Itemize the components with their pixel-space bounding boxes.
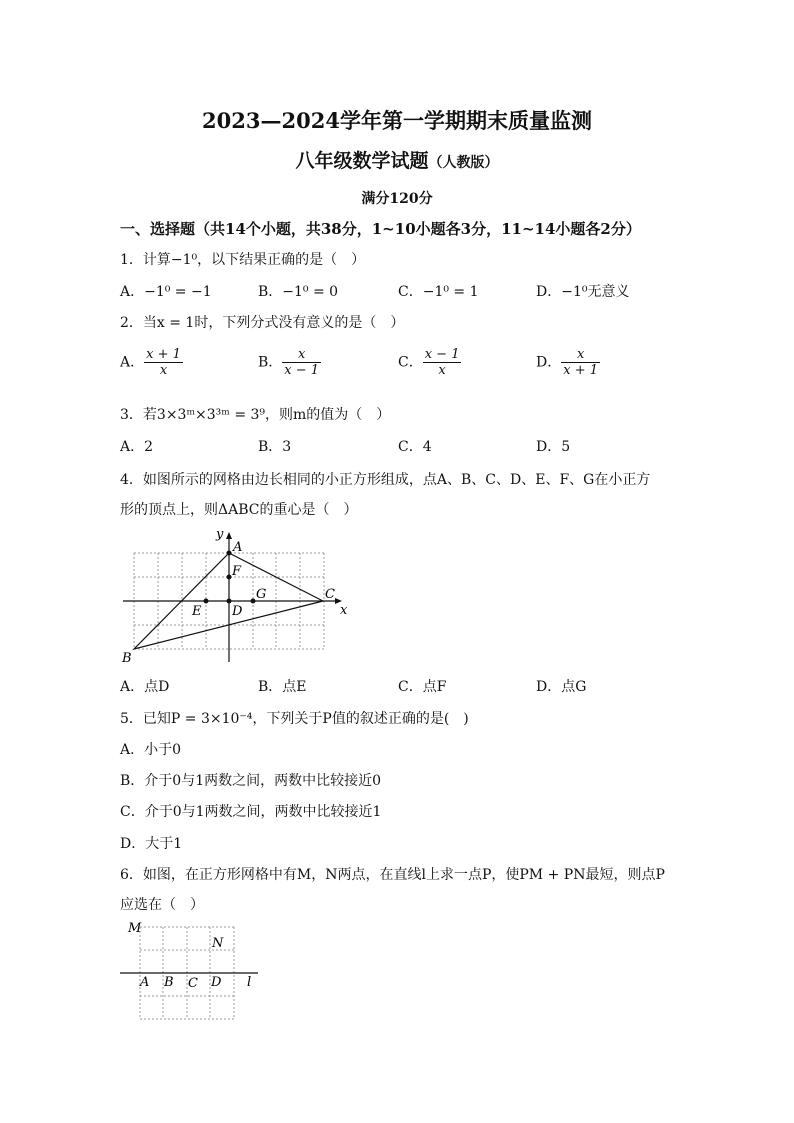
q2-option-d: D． $\frac{x}{x + 1}$: [536, 347, 598, 378]
q5-option-c: C．介于0与1两数之间，两数中比较接近1: [120, 804, 382, 820]
q4-label-g: G: [256, 587, 267, 602]
q1-option-d: D．−1⁰无意义: [536, 284, 630, 300]
q3-option-a: A．2: [120, 439, 154, 455]
q4-point-f: [227, 575, 232, 580]
q4-option-b: B．点E: [258, 679, 307, 695]
q2-stem: 2．当x = 1时，下列分式没有意义的是（ ）: [120, 315, 405, 331]
q4-label-a: A: [233, 540, 243, 555]
q3-option-d: D．5: [536, 439, 571, 455]
q4-point-g: [251, 599, 256, 604]
page-subtitle: [0, 146, 794, 173]
q4-label-e: E: [192, 604, 202, 619]
q4-label-y: y: [216, 527, 224, 542]
q2-option-b: B． $\frac{x}{x - 1}$: [258, 347, 320, 378]
q4-label-d: D: [232, 604, 243, 619]
q4-triangle-figure: [118, 524, 358, 666]
q6-stem-line2: 应选在（ ）: [120, 897, 204, 913]
q1-option-b: B．−1⁰ = 0: [258, 284, 339, 300]
q1-option-a: A．−1⁰ = −1: [120, 284, 212, 300]
q4-option-a: A．点D: [120, 679, 170, 695]
q6-label-d: D: [211, 975, 222, 990]
q4-label-x: x: [340, 603, 348, 618]
q6-label-c: C: [188, 976, 198, 991]
q3-option-c: C．4: [398, 439, 432, 455]
q4-option-c: C．点F: [398, 679, 447, 695]
q5-option-a: A．小于0: [120, 742, 182, 758]
q4-point-a: [227, 551, 232, 556]
q5-stem: 5．已知P = 3×10⁻⁴，下列关于P值的叙述正确的是( ): [120, 711, 469, 727]
q4-stem-line1: 4．如图所示的网格由边长相同的小正方形组成，点A、B、C、D、E、F、G在小正方: [120, 472, 651, 488]
section-heading: 一、选择题（共14个小题，共38分，1~10小题各3分，11~14小题各2分）: [120, 220, 641, 238]
q6-label-a: A: [140, 975, 150, 990]
q6-stem-line1: 6．如图，在正方形网格中有M，N两点，在直线l上求一点P，使PM + PN最短，则点P: [120, 867, 665, 883]
q5-option-b: B．介于0与1两数之间，两数中比较接近0: [120, 773, 382, 789]
subtitle-text: 八年级数学试题: [295, 150, 429, 172]
q6-label-b: B: [164, 975, 174, 990]
q1-option-c: C．−1⁰ = 1: [398, 284, 479, 300]
q6-label-m: M: [128, 921, 142, 936]
q2-option-a: A． $\frac{x + 1}{x}$: [120, 347, 181, 378]
q6-label-n: N: [212, 936, 224, 951]
q4-stem-line2: 形的顶点上，则ΔABC的重心是（ ）: [120, 502, 358, 518]
q3-option-b: B．3: [258, 439, 292, 455]
q1-stem: 1．计算−1⁰，以下结果正确的是（ ）: [120, 252, 366, 268]
q4-label-b: B: [122, 651, 132, 666]
q2-option-c: C． $\frac{x - 1}{x}$: [398, 347, 460, 378]
full-score: 满分120分: [361, 191, 433, 207]
q6-label-l: l: [247, 975, 252, 990]
edition-text: （人教版）: [428, 155, 499, 171]
q6-grid-figure: [118, 920, 268, 1024]
q4-point-e: [204, 599, 209, 604]
q4-point-d: [227, 599, 232, 604]
q4-option-d: D．点G: [536, 679, 587, 695]
q4-y-arrow: [226, 532, 232, 539]
page-title: 2023—2024学年第一学期期末质量监测: [202, 108, 592, 133]
q5-option-d: D．大于1: [120, 836, 183, 852]
q3-stem: 3．若3×3ᵐ×3³ᵐ = 3⁹，则m的值为（ ）: [120, 407, 391, 423]
q4-label-f: F: [232, 564, 242, 579]
q4-label-c: C: [325, 587, 335, 602]
